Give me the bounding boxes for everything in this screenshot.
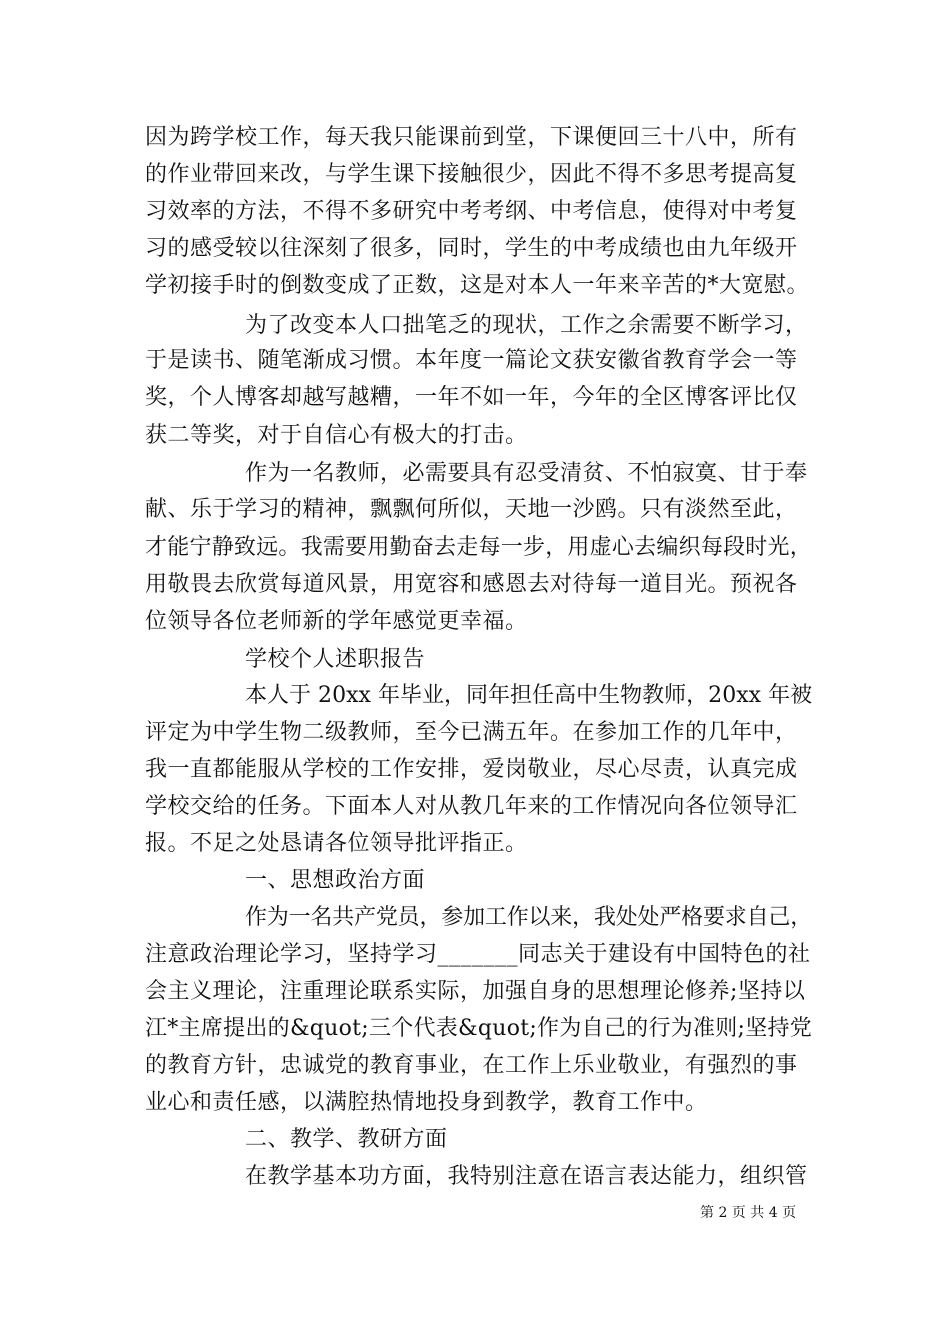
text-line: 获二等奖，对于自信心有极大的打击。 [145,423,528,448]
text-line: 业心和责任感，以满腔热情地投身到教学，教育工作中。 [145,1090,708,1115]
paragraph-first-line: 作为一名教师，必需要具有忍受清贫、不怕寂寞、甘于奉 [245,461,808,486]
paragraph-first-line: 在教学基本功方面，我特别注意在语言表达能力，组织管 [245,1164,808,1189]
text-line: 才能宁静致远。我需要用勤奋去走每一步，用虚心去编织每段时光， [145,535,813,560]
text-line: 的作业带回来改，与学生课下接触很少，因此不得不多思考提高复 [145,162,798,187]
text-line: 习的感受较以往深刻了很多，同时，学生的中考成绩也由九年级开 [145,236,798,261]
paragraph-first-line: 为了改变本人口拙笔乏的现状，工作之余需要不断学习， [245,313,808,338]
section-heading: 二、教学、教研方面 [245,1127,448,1152]
text-line: 报。不足之处恳请各位领导批评指正。 [145,831,528,856]
text-line: 我一直都能服从学校的工作安排，爱岗敬业，尽心尽责，认真完成 [145,757,798,782]
text-line: 学初接手时的倒数变成了正数，这是对本人一年来辛苦的*大宽慰。 [145,273,810,298]
text-line: 江*主席提出的&quot;三个代表&quot;作为自己的行为准则;坚持党 [145,1016,813,1041]
page-number-footer: 第 2 页 共 4 页 [700,1205,797,1221]
text-line: 注意政治理论学习，坚持学习_______同志关于建设有中国特色的社 [145,942,811,967]
text-line: 评定为中学生物二级教师，至今已满五年。在参加工作的几年中， [145,720,798,745]
paragraph-first-line: 作为一名共产党员，参加工作以来，我处处严格要求自己， [245,905,813,930]
text-line: 位领导各位老师新的学年感觉更幸福。 [145,609,528,634]
text-line: 的教育方针，忠诚党的教育事业，在工作上乐业敬业，有强烈的事 [145,1053,798,1078]
text-line: 会主义理论，注重理论联系实际，加强自身的思想理论修养;坚持以 [145,979,806,1004]
section-heading: 一、思想政治方面 [245,868,426,893]
paragraph-first-line: 本人于 20xx 年毕业，同年担任高中生物教师，20xx 年被 [245,683,813,708]
text-line: 献、乐于学习的精神，飘飘何所似，天地一沙鸥。只有淡然至此， [145,497,798,522]
text-line: 学校交给的任务。下面本人对从教几年来的工作情况向各位领导汇 [145,794,798,819]
text-line: 用敬畏去欣赏每道风景，用宽容和感恩去对待每一道目光。预祝各 [145,572,798,597]
text-line: 奖，个人博客却越写越糟，一年不如一年，今年的全区博客评比仅 [145,385,798,410]
text-line: 于是读书、随笔渐成习惯。本年度一篇论文获安徽省教育学会一等 [145,348,798,373]
text-line: 因为跨学校工作，每天我只能课前到堂，下课便回三十八中，所有 [145,125,798,150]
text-line: 习效率的方法，不得不多研究中考考纲、中考信息，使得对中考复 [145,199,798,224]
section-heading: 学校个人述职报告 [245,647,426,672]
